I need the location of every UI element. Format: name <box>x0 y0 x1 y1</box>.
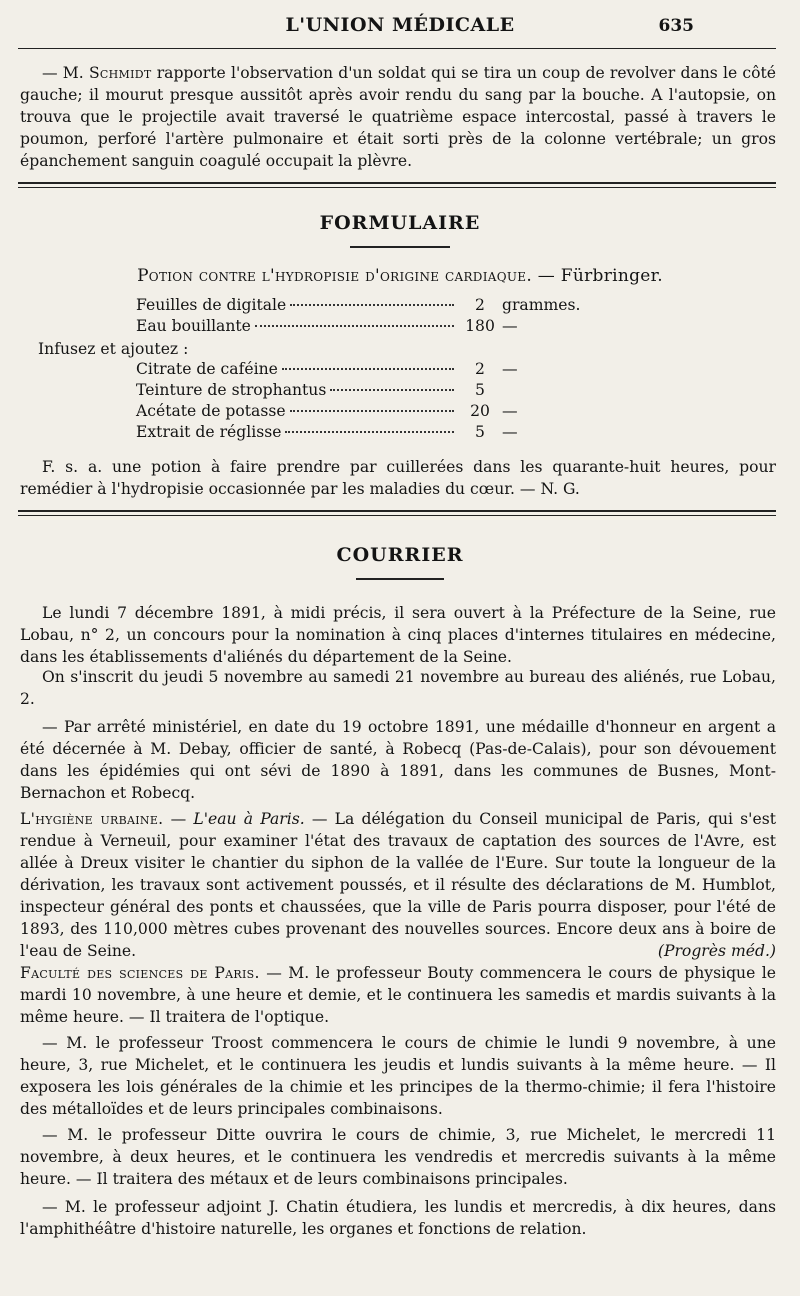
faculte-text: — M. le professeur Bouty commencera le cours de physique le mardi 10 novembre, à une heure et demie, et le continuera les samedis et mardis suivants à la même heure. — Il traitera de l'optique. <box>20 964 776 1026</box>
ingredient-name: Extrait de réglisse <box>136 423 282 441</box>
ingredient-quantity: 5 <box>475 381 485 399</box>
running-header <box>0 8 800 42</box>
courrier-paragraph-chatin: — M. le professeur adjoint J. Chatin étudiera, les lundis et mercredis, à dix heures, dans l'amphithéâtre d'histoire naturelle, les organes et fonctions de relation. <box>20 1198 776 1238</box>
ingredient-name: Citrate de caféine <box>136 360 278 378</box>
hygiene-lead: L'hygiène urbaine. <box>20 810 164 828</box>
potion-title <box>0 266 800 286</box>
section-divider <box>18 182 776 190</box>
hygiene-text: — La délégation du Conseil municipal de Paris, qui s'est rendue à Verneuil, pour examiner l'état des travaux de captation des sources de l'Avre, est allée à Dreux visiter le chantier du siphon de la vallée de l'Eure. Sur toute la longueur de la dérivation, les travaux sont activement poussés, et il résulte des déclarations de M. Humblot, inspecteur général des ponts et chaussées, que la ville de Paris pourra disposer, pour l'été de 1893, des 110,000 mètres cubes provenant des nouvelles sources. Encore deux ans à boire de l'eau de Seine. <box>20 810 776 960</box>
ingredient-name: Feuilles de digitale <box>136 296 287 314</box>
leader-dots <box>290 410 454 412</box>
ingredient-unit: — <box>502 402 518 420</box>
courrier-paragraph-ditte: — M. le professeur Ditte ouvrira le cours de chimie, 3, rue Michelet, le mercredi 11 novembre, à deux heures, et le continuera les vendredis et mercredis suivants à la même heure. — Il traitera des métaux et de leurs combinaisons principales. <box>20 1126 776 1188</box>
potion-author: Fürbringer. <box>560 266 663 286</box>
formulaire-heading: FORMULAIRE <box>319 212 481 234</box>
leader-dots <box>282 368 454 370</box>
ingredient-quantity: 180 <box>465 317 495 335</box>
ingredient-line <box>136 360 584 382</box>
opening-note <box>20 62 776 172</box>
ingredient-line <box>136 423 584 445</box>
ingredient-line <box>136 402 584 424</box>
courrier-paragraph-troost: — M. le professeur Troost commencera le cours de chimie le lundi 9 novembre, à une heure, 3, rue Michelet, et le continuera les jeudis et lundis suivants à la même heure. — Il exposera les lois générales de la chimie et les principes de la thermo-chimie; il fera l'histoire des métalloïdes et de leurs principales combinaisons. <box>20 1034 776 1118</box>
hygiene-separator: — <box>163 810 194 828</box>
ingredient-name: Eau bouillante <box>136 317 251 335</box>
courrier-paragraph-medaille: — Par arrêté ministériel, en date du 19 octobre 1891, une médaille d'honneur en argent a été décernée à M. Debay, officier de santé, à Robecq (Pas-de-Calais), pour son dévouement dans les épidémies qui ont sévi de 1890 à 1891, dans les communes de Busnes, Mont-Bernachon et Robecq. <box>20 718 776 802</box>
section-divider <box>18 510 776 518</box>
note-text: rapporte l'observation d'un soldat qui se tira un coup de revolver dans le côté gauche; il mourut presque aussitôt après avoir rendu du sang par la bouche. A l'autopsie, on trouva que le projectile avait traversé le quatrième espace intercostal, passé à travers le poumon, perforé l'artère pulmonaire et était sorti près de la colonne vertébrale; un gros épanchement sanguin coagulé occupait la plèvre. <box>20 64 776 170</box>
page-number: 635 <box>658 16 694 36</box>
leader-dots <box>285 431 454 433</box>
leader-dots <box>290 304 454 306</box>
ingredient-unit: — <box>502 423 518 441</box>
hygiene-subtitle: L'eau à Paris. <box>193 810 305 828</box>
note-dash: — M. <box>42 64 89 82</box>
ingredient-quantity: 5 <box>475 423 485 441</box>
courrier-underline <box>356 578 444 580</box>
courrier-heading: COURRIER <box>336 544 464 566</box>
ingredient-name: Acétate de potasse <box>136 402 286 420</box>
journal-title: L'UNION MÉDICALE <box>285 14 515 36</box>
courrier-paragraph-faculte <box>20 962 776 1028</box>
ingredient-quantity: 2 <box>475 360 485 378</box>
infuse-instruction: Infusez et ajoutez : <box>38 340 189 358</box>
ingredient-unit: grammes. <box>502 296 581 314</box>
leader-dots <box>330 389 454 391</box>
courrier-paragraph-inscription: On s'inscrit du jeudi 5 novembre au samedi 21 novembre au bureau des aliénés, rue Lobau, 2. <box>20 668 776 708</box>
ingredient-line <box>136 296 584 318</box>
potion-title-text: Potion contre l'hydropisie d'origine cardiaque. — <box>137 266 561 286</box>
ingredient-quantity: 20 <box>470 402 490 420</box>
faculte-lead: Faculté des sciences de Paris. <box>20 964 260 982</box>
note-author: Schmidt <box>88 64 152 82</box>
courrier-paragraph-hygiene <box>20 808 776 962</box>
leader-dots <box>255 325 454 327</box>
header-rule <box>18 48 776 49</box>
ingredient-line <box>136 381 584 403</box>
formulaire-underline <box>350 246 450 248</box>
hygiene-source: (Progrès méd.) <box>657 942 776 960</box>
ingredient-quantity: 2 <box>475 296 485 314</box>
ingredient-line <box>136 317 584 339</box>
ingredient-unit: — <box>502 317 518 335</box>
ingredient-unit: — <box>502 360 518 378</box>
courrier-paragraph-concours: Le lundi 7 décembre 1891, à midi précis, il sera ouvert à la Préfecture de la Seine, rue Lobau, n° 2, un concours pour la nomination à cinq places d'internes titulaires en médecine, dans les établissements d'aliénés du département de la Seine. <box>20 604 776 666</box>
potion-instructions: F. s. a. une potion à faire prendre par cuillerées dans les quarante-huit heures, pour remédier à l'hydropisie occasionnée par les maladies du cœur. — N. G. <box>20 458 776 498</box>
ingredient-name: Teinture de strophantus <box>136 381 327 399</box>
